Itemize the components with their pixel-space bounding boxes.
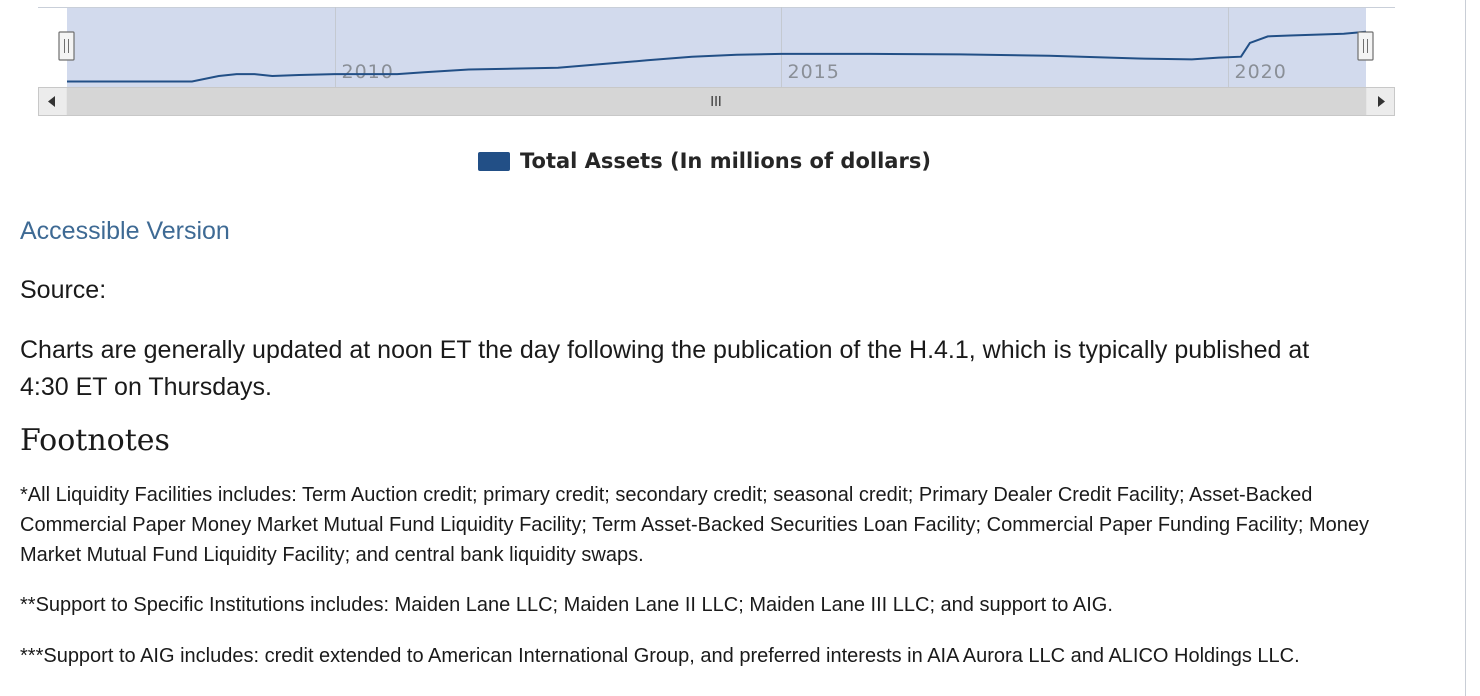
page-right-border [1465,0,1480,696]
legend-label-total-assets[interactable]: Total Assets (In millions of dollars) [520,149,931,173]
navigator-left-handle[interactable] [59,32,74,60]
navigator-scrollbar[interactable] [39,88,1395,116]
scrollbar-left-arrow[interactable] [39,88,66,115]
navigator-right-handle[interactable] [1358,32,1373,60]
chart-range-navigator[interactable] [38,0,1395,116]
x-tick-label-2015: 2015 [787,61,840,83]
accessible-version-link[interactable]: Accessible Version [20,217,230,245]
scrollbar-right-arrow[interactable] [1367,88,1394,115]
footnote-support-to-aig: ***Support to AIG includes: credit extended to American International Group, and preferred interests in AIA Aurora LLC and ALICO Holdings LLC. [20,645,1300,667]
source-label: Source: [20,276,107,304]
x-tick-label-2010: 2010 [341,61,394,83]
update-note: Charts are generally updated at noon ET the day following the publication of the H.4.1, which is typically published at 4:30 ET on Thursdays. [20,336,1310,401]
footnotes-heading: Footnotes [20,423,170,458]
footnote-specific-institutions: **Support to Specific Institutions includes: Maiden Lane LLC; Maiden Lane II LLC; Maiden Lane III LLC; and support to AIG. [20,594,1113,616]
footnote-liquidity-facilities: *All Liquidity Facilities includes: Term Auction credit; primary credit; secondary credit; seasonal credit; Primary Dealer Credit Facility; Asset-Backed Commercial Paper Money Market Mutual Fund Liquidity Facility; Term Asset-Backed Securities Loan Facility; Commercial Paper Funding Facility; Money Market Mutual Fund Liquidity Facility; and central bank liquidity swaps. [20,484,1370,566]
chart-legend[interactable] [478,146,931,176]
legend-swatch-total-assets[interactable] [478,152,510,171]
scrollbar-grip-icon: III [710,95,722,110]
navigator-svg[interactable] [38,0,1395,116]
x-tick-label-2020: 2020 [1234,61,1287,83]
